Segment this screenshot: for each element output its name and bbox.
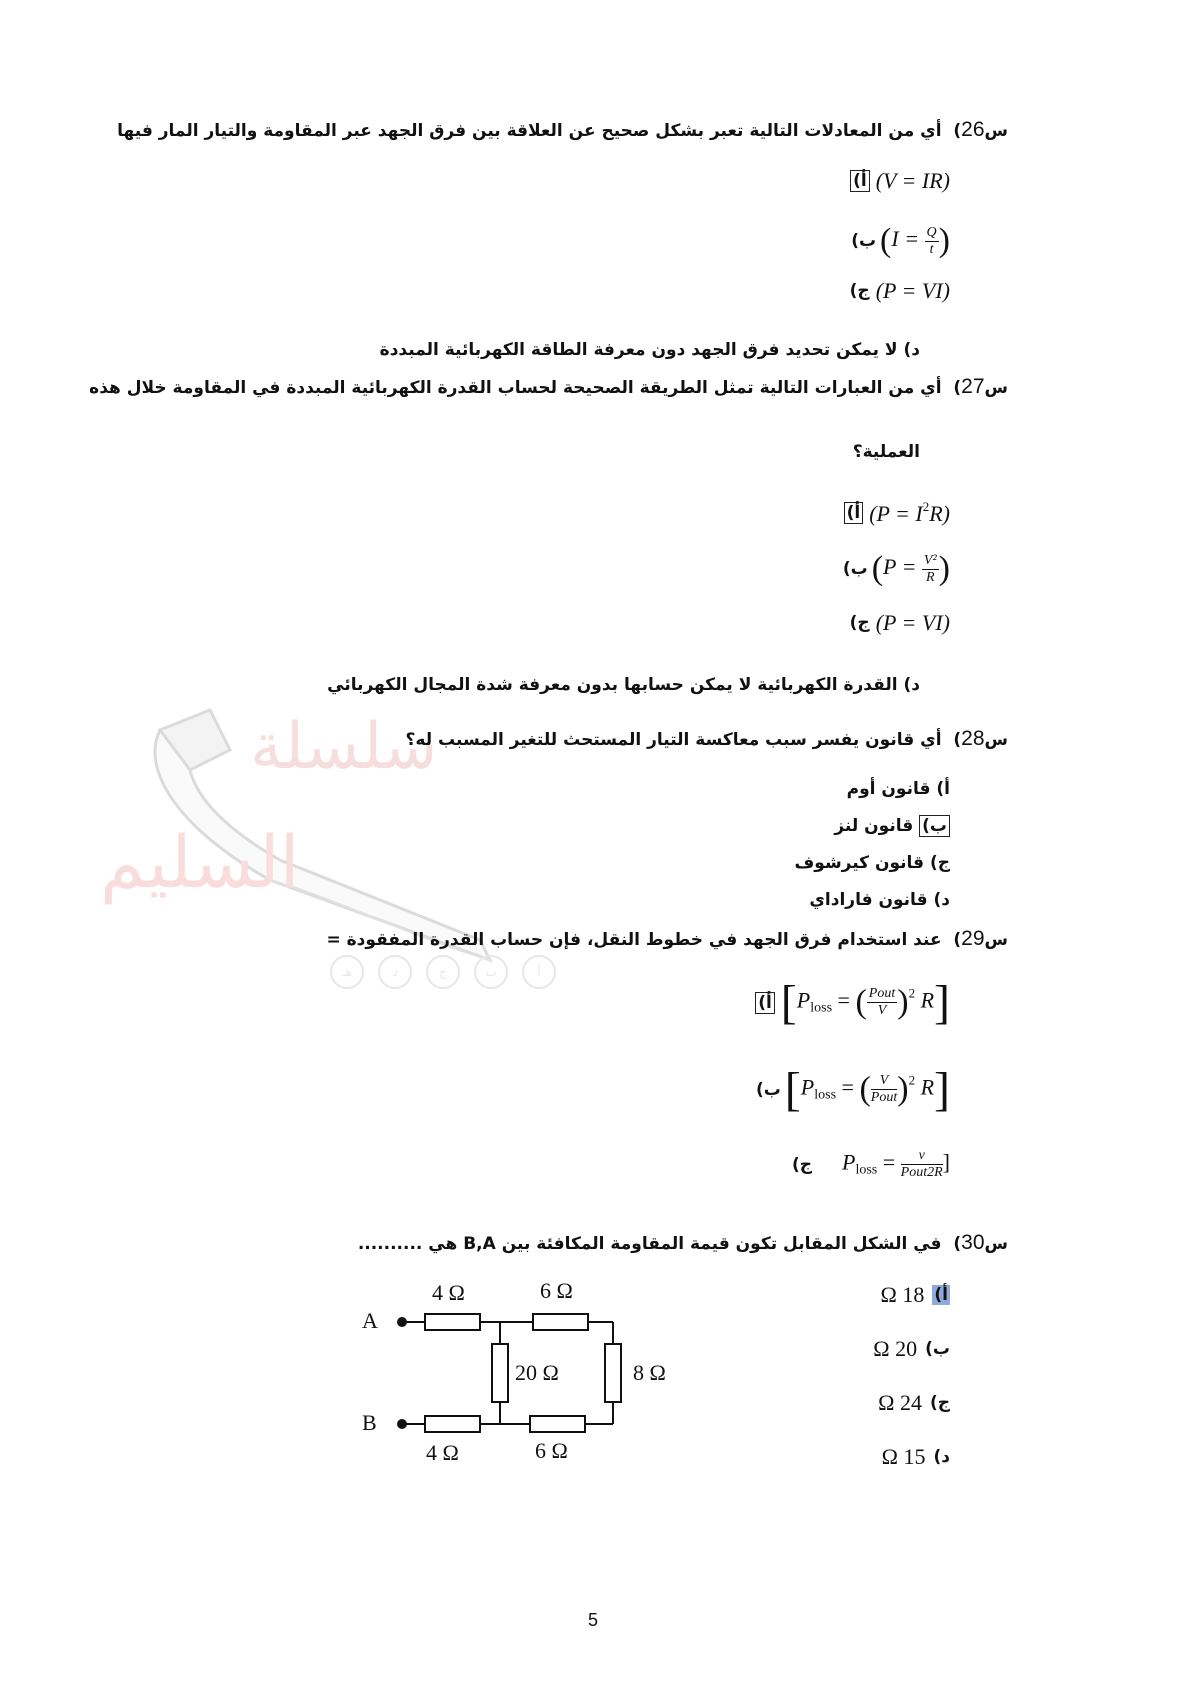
terminal-b-dot xyxy=(397,1419,407,1429)
question-body: أي من المعادلات التالية تعبر بشكل صحيح عن العلاقة بين فرق الجهد عبر المقاومة والتيار المار فيها xyxy=(117,121,942,141)
watermark-circle: هـ xyxy=(330,955,364,989)
q26-option-c[interactable] xyxy=(850,278,950,304)
option-letter: ب) xyxy=(919,815,950,837)
resistor-top-right-label: 6 Ω xyxy=(540,1278,573,1303)
question-number: 30 xyxy=(961,1231,985,1254)
question-29-text: س29) عند استخدام فرق الجهد في خطوط النقل، فإن حساب القدرة المفقودة = xyxy=(326,927,1008,950)
question-27-text-line2: العملية؟ xyxy=(852,442,920,462)
option-value: 15 Ω xyxy=(881,1444,926,1469)
equation: (V = IR) xyxy=(875,168,950,193)
watermark-circle: ب xyxy=(474,955,508,989)
option-letter: ب) xyxy=(842,559,868,579)
option-letter: ج) xyxy=(849,613,870,633)
question-number: 28 xyxy=(961,727,985,750)
q26-option-b[interactable] xyxy=(851,222,950,260)
resistor-bottom-right-label: 6 Ω xyxy=(535,1438,568,1463)
q29-option-b[interactable] xyxy=(756,1062,950,1117)
q27-option-b[interactable] xyxy=(843,550,950,588)
watermark-circle: ج xyxy=(426,955,460,989)
equation: (I = $\frac{Q}{t}$ ) xyxy=(880,222,950,259)
option-letter: ب) xyxy=(925,1339,950,1359)
question-30-text: س30) في الشكل المقابل تكون قيمة المقاومة المكافئة بين B,A هي .......... xyxy=(357,1231,1008,1254)
option-letter: أ) xyxy=(934,1285,948,1305)
resistor-bottom-left-label: 4 Ω xyxy=(426,1440,459,1465)
question-prefix: س xyxy=(984,121,1008,141)
question-number: 29 xyxy=(961,927,985,950)
resistor-middle-label: 20 Ω xyxy=(515,1360,559,1385)
question-number: 26 xyxy=(961,118,985,141)
question-number: 27 xyxy=(961,375,985,398)
question-body: أي قانون يفسر سبب معاكسة التيار المستحث للتغير المسبب له؟ xyxy=(405,730,942,750)
q27-option-d[interactable]: د) القدرة الكهربائية لا يمكن حسابها بدون معرفة شدة المجال الكهربائي xyxy=(327,675,920,695)
terminal-a-dot xyxy=(397,1317,407,1327)
q29-option-c[interactable] xyxy=(792,1148,950,1181)
question-prefix: س xyxy=(984,930,1008,950)
watermark-word-1: سلسلة xyxy=(250,710,438,784)
node-b-label: B xyxy=(362,1410,377,1435)
resistor-top-left-label: 4 Ω xyxy=(432,1280,465,1305)
question-body: عند استخدام فرق الجهد في خطوط النقل، فإن حساب القدرة المفقودة = xyxy=(326,930,942,950)
watermark-circles xyxy=(330,955,556,989)
equation: [$P_{loss}$ = ( $\frac{\text{Pout}}{V}$ )$^2$ R] xyxy=(780,976,950,1029)
option-text: قانون لنز xyxy=(834,816,914,836)
q30-option-a[interactable] xyxy=(881,1282,950,1308)
option-letter: أ) xyxy=(844,502,864,524)
option-letter: د) xyxy=(933,1447,950,1467)
q28-option-a[interactable]: أ) قانون أوم xyxy=(846,779,950,799)
equation: (P = VI) xyxy=(875,278,950,303)
watermark-circle: أ xyxy=(522,955,556,989)
option-letter: ج) xyxy=(929,1393,950,1413)
q28-option-d[interactable]: د) قانون فاراداي xyxy=(809,890,950,910)
question-28-text: س28) أي قانون يفسر سبب معاكسة التيار المستحث للتغير المسبب له؟ xyxy=(405,727,1008,750)
option-letter: أ) xyxy=(755,992,775,1014)
q30-option-b[interactable] xyxy=(873,1336,950,1362)
question-prefix: س xyxy=(984,1234,1008,1254)
question-prefix: س xyxy=(984,730,1008,750)
node-a-label: A xyxy=(362,1308,378,1333)
watermark-word-2: السليم xyxy=(100,820,300,904)
equation: (P = $\frac{\text{V²}}{R}$ ) xyxy=(871,550,950,587)
q26-option-a[interactable] xyxy=(850,168,950,194)
q30-option-d[interactable] xyxy=(882,1444,950,1470)
equation: (P = VI) xyxy=(875,610,950,635)
page-number: 5 xyxy=(588,1610,599,1630)
option-value: 18 Ω xyxy=(880,1282,925,1307)
question-26-text: س26) أي من المعادلات التالية تعبر بشكل صحيح عن العلاقة بين فرق الجهد عبر المقاومة والتيار المار فيها xyxy=(117,118,1008,141)
q27-option-a[interactable] xyxy=(844,499,950,527)
watermark-circle: د xyxy=(378,955,412,989)
question-body: في الشكل المقابل تكون قيمة المقاومة المكافئة بين B,A هي .......... xyxy=(357,1234,942,1254)
q29-option-a[interactable] xyxy=(755,975,950,1030)
option-value: 20 Ω xyxy=(873,1336,918,1361)
q28-option-b[interactable] xyxy=(834,816,950,836)
q27-option-c[interactable] xyxy=(850,610,950,636)
circuit-diagram xyxy=(350,1278,690,1478)
option-letter: ب) xyxy=(755,1079,781,1100)
question-27-text: س27) أي من العبارات التالية تمثل الطريقة الصحيحة لحساب القدرة الكهربائية المبددة في المقاومة خلال هذه xyxy=(89,375,1008,398)
resistor-right-label: 8 Ω xyxy=(633,1360,666,1385)
question-body: أي من العبارات التالية تمثل الطريقة الصحيحة لحساب القدرة الكهربائية المبددة في المقاومة خلال هذه xyxy=(89,378,942,398)
option-value: 24 Ω xyxy=(878,1390,922,1415)
question-prefix: س xyxy=(984,378,1008,398)
q26-option-d[interactable]: د) لا يمكن تحديد فرق الجهد دون معرفة الطاقة الكهربائية المبددة xyxy=(379,340,920,360)
equation: $(P = I^2R)$ xyxy=(869,499,950,526)
q30-option-c[interactable] xyxy=(878,1390,950,1416)
equation: [$P_{loss}$ = ( $\frac{V}{\text{Pout}}$ )$^2$ R] xyxy=(784,1063,950,1116)
option-letter: ج) xyxy=(849,281,870,301)
equation: $P_{loss}$ = $\frac{v}{\text{Pout2R}}$ ] xyxy=(842,1148,950,1180)
q28-option-c[interactable]: ج) قانون كيرشوف xyxy=(794,853,950,873)
option-letter: أ) xyxy=(850,170,870,192)
option-letter: ب) xyxy=(851,231,877,251)
option-letter: ج) xyxy=(791,1154,812,1175)
